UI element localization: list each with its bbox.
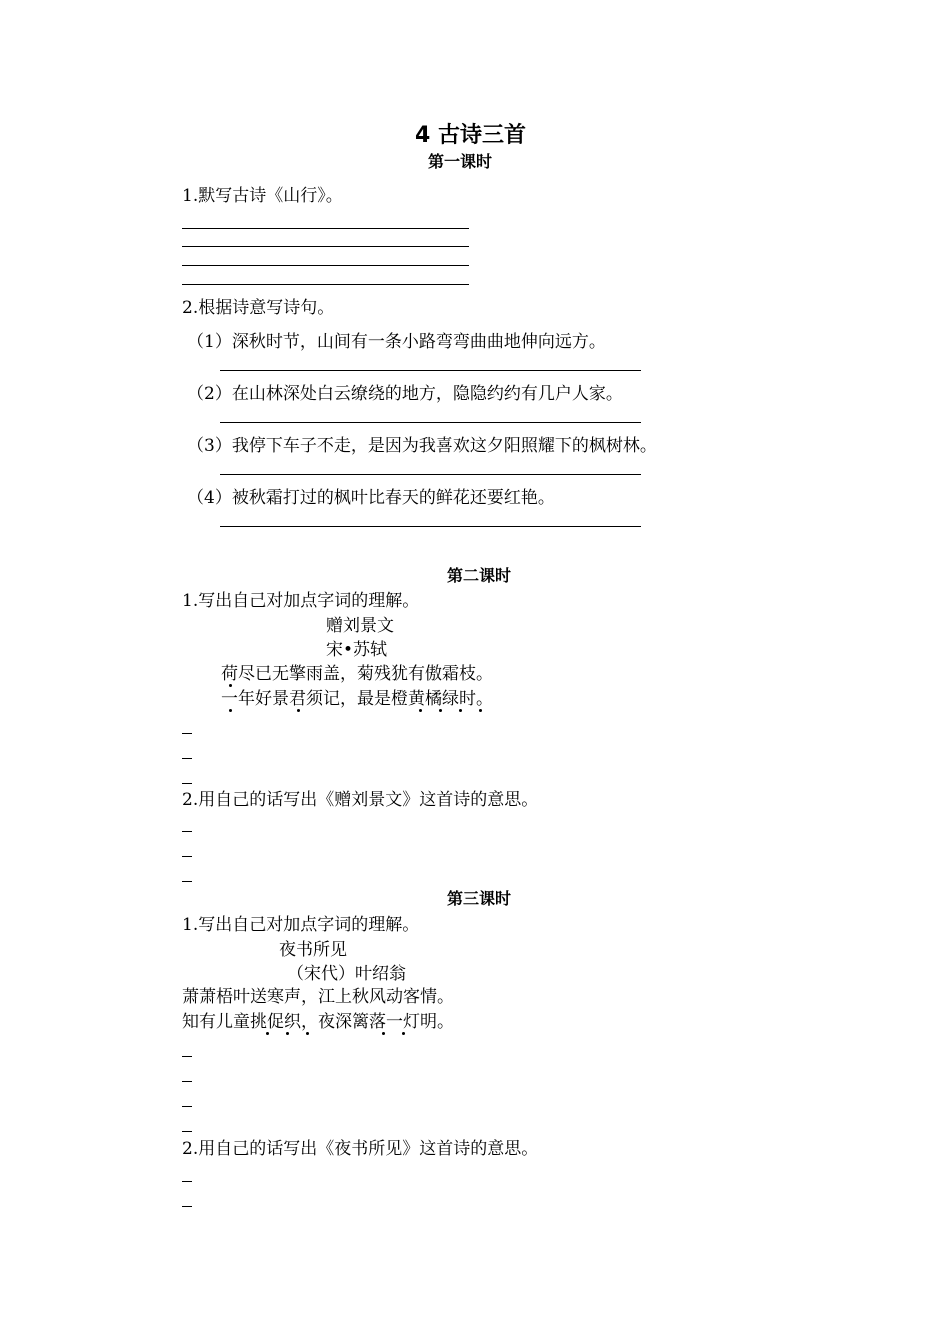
- lesson2-poem-title: 赠刘景文: [326, 616, 394, 636]
- emphasis-dot: [286, 1032, 289, 1035]
- lesson2-poem-line-2: 一年好景君须记，最是橙黄橘绿时。: [221, 689, 493, 709]
- answer-line[interactable]: [182, 228, 469, 229]
- emphasis-dot: [382, 1032, 385, 1035]
- lesson3-heading: 第三课时: [447, 889, 512, 908]
- lesson1-heading: 第一课时: [428, 152, 493, 171]
- lesson3-question-1: 1.写出自己对加点字词的理解。: [182, 915, 420, 935]
- answer-line[interactable]: [220, 422, 641, 423]
- lesson1-item-3: （3）我停下车子不走，是因为我喜欢这夕阳照耀下的枫树林。: [187, 436, 657, 456]
- answer-blank[interactable]: [182, 831, 192, 832]
- lesson2-heading: 第二课时: [447, 566, 512, 585]
- answer-blank[interactable]: [182, 783, 192, 784]
- lesson1-item-4: （4）被秋霜打过的枫叶比春天的鲜花还要红艳。: [187, 488, 555, 508]
- emphasis-dot: [229, 709, 232, 712]
- answer-line[interactable]: [220, 474, 641, 475]
- emphasis-dot: [419, 709, 422, 712]
- emphasis-dot: [459, 709, 462, 712]
- answer-line[interactable]: [220, 370, 641, 371]
- lesson3-poem-author: （宋代）叶绍翁: [287, 964, 406, 984]
- page-title: 4 古诗三首: [415, 123, 526, 148]
- answer-blank[interactable]: [182, 1181, 192, 1182]
- emphasis-dot: [297, 709, 300, 712]
- answer-blank[interactable]: [182, 733, 192, 734]
- lesson2-question-2: 2.用自己的话写出《赠刘景文》这首诗的意思。: [182, 790, 539, 810]
- answer-line[interactable]: [182, 246, 469, 247]
- answer-blank[interactable]: [182, 1131, 192, 1132]
- lesson2-question-1: 1.写出自己对加点字词的理解。: [182, 591, 420, 611]
- lesson3-question-2: 2.用自己的话写出《夜书所见》这首诗的意思。: [182, 1139, 539, 1159]
- emphasis-dot: [439, 709, 442, 712]
- lesson1-item-2: （2）在山林深处白云缭绕的地方，隐隐约约有几户人家。: [187, 384, 623, 404]
- lesson3-poem-line-2: 知有儿童挑促织，夜深篱落一灯明。: [182, 1012, 454, 1032]
- answer-blank[interactable]: [182, 1106, 192, 1107]
- lesson3-poem-line-1: 萧萧梧叶送寒声，江上秋风动客情。: [182, 987, 454, 1007]
- answer-blank[interactable]: [182, 758, 192, 759]
- answer-blank[interactable]: [182, 1081, 192, 1082]
- answer-blank[interactable]: [182, 1206, 192, 1207]
- answer-blank[interactable]: [182, 1056, 192, 1057]
- lesson1-item-1: （1）深秋时节，山间有一条小路弯弯曲曲地伸向远方。: [187, 332, 606, 352]
- emphasis-dot: [479, 709, 482, 712]
- lesson1-question-2: 2.根据诗意写诗句。: [182, 298, 335, 318]
- emphasis-dot: [229, 684, 232, 687]
- lesson1-question-1: 1.默写古诗《山行》。: [182, 186, 343, 206]
- answer-blank[interactable]: [182, 881, 192, 882]
- lesson3-poem-title: 夜书所见: [279, 940, 347, 960]
- lesson2-poem-line-1: 荷尽已无擎雨盖，菊残犹有傲霜枝。: [221, 664, 493, 684]
- emphasis-dot: [402, 1032, 405, 1035]
- answer-blank[interactable]: [182, 856, 192, 857]
- answer-line[interactable]: [182, 265, 469, 266]
- lesson2-poem-author: 宋•苏轼: [326, 640, 388, 660]
- emphasis-dot: [306, 1032, 309, 1035]
- emphasis-dot: [266, 1032, 269, 1035]
- answer-line[interactable]: [220, 526, 641, 527]
- answer-line[interactable]: [182, 284, 469, 285]
